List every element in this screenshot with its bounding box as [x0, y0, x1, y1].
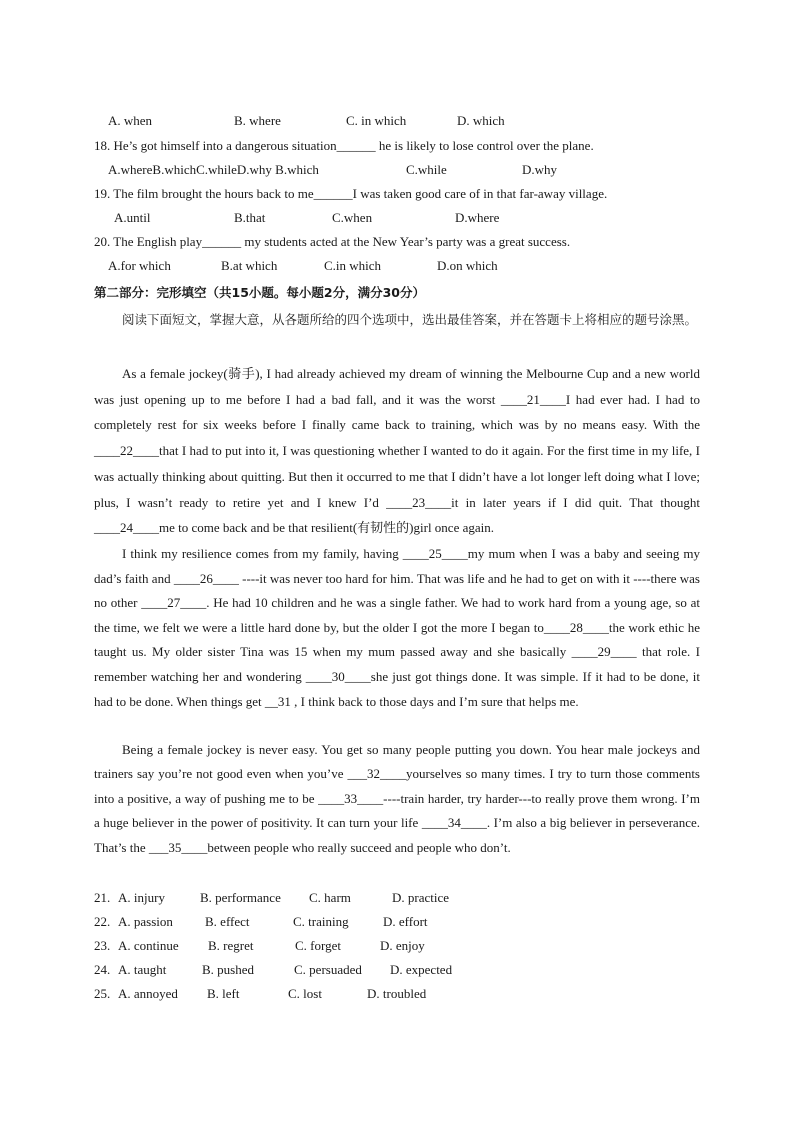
- option-b: B. where: [234, 113, 281, 128]
- option-b: B. pushed: [202, 962, 254, 977]
- section-heading: 第二部分：完形填空（共15小题。每小题2分，满分30分）: [94, 285, 425, 300]
- q19-stem: 19. The film brought the hours back to me______I was taken good care of in that far-away village.: [94, 186, 608, 201]
- option-b: B.that: [234, 210, 266, 225]
- option-b: B. left: [207, 986, 240, 1001]
- option-d: D. expected: [390, 962, 453, 977]
- option-b: B. effect: [205, 914, 250, 929]
- option-c: C. lost: [288, 986, 322, 1001]
- passage-paragraph-2: I think my resilience comes from my family, having ____25____my mum when I was a baby and seeing my dad’s faith and ____26____ ----it was never too hard for him. That was life and he had to get on with it ----there was no other ____27____. He had 10 children and he was a single father. We had to work hard from a young age, so at the time, we felt we were a little hard done by, but the older I got the more I began to____28____the work ethic he taught us. My older sister Tina was 15 when my mum passed away and she basically ____29____ that role. I remember watching her and wondering ____30____she just got things done. It was simple. If it had to be done, it had to be done. When things get __31 , I think back to those days and I’m sure that helps me.: [94, 546, 700, 709]
- option-c: C. in which: [346, 113, 407, 128]
- option-d: D.on which: [437, 258, 498, 273]
- exam-page: A. when B. where C. in which D. which 18. He’s got himself into a dangerous situation______ he is likely to lose control over the plane. A.whereB.whichC.whileD.why B.which C.while D.why 19. The film brought the hours back to me______I was taken good care of in that far-away village. A.until B.that C.when D.where 20. The English play______ my students acted at the New Year’s party was a great success. A.for which B.at which C.in which D.on which 第二部分：完形填空（共15小题。每小题2分，满分30分） 阅读下面短文，掌握大意，从各题所给的四个选项中，选出最佳答案，并在答题卡上将相应的题号涂黑。 As a female jockey(骑手), I had already achieved my dream of winning the Melbourne Cup and a new world was just opening up to me before I had a bad fall, and it was the worst ____21____I had ever had. I had to completely rest for six weeks before I finally came back to training, which was by no means easy. With the ____22____that I had to put into it, I was questioning whether I wanted to do it again. For the first time in my life, I was actually thinking about quitting. But then it occurred to me that I didn’t have a lot longer left doing what I love; plus, I wasn’t ready to retire yet and I knew I’d ____23____it in later years if I did quit. That thought ____24____me to come back and be that resilient(有韧性的)girl once again. I think my resilience comes from my family, having ____25____my mum when I was a baby and seeing my dad’s faith and ____26____ ----it was never too hard for him. That was life and he had to get on with it ----there was no other ____27____. He had 10 children and he was a single father. We had to work hard from a young age, so at the time, we felt we were a little hard done by, but the older I got the more I began to____28____the work ethic he taught us. My older sister Tina was 15 when my mum passed away and she basically ____29____ that role. I remember watching her and wondering ____30____she just got things done. It was simple. If it had to be done, it had to be done. When things get __31 , I think back to those days and I’m sure that helps me. Being a female jockey is never easy. You get so many people putting you down. You hear male jockeys and trainers say you’re not good even when you’ve ___32____yourselves so many times. I try to turn those comments into a positive, a way of pushing me to be ____33____----train harder, try harder---to really prove them wrong. I’m a huge believer in the power of positivity. It can turn your life ____34____. I’m also a big believer in perseverance. That’s the ___35____between people who really succeed and people who don’t. 21. A. injury B. performance C. harm D. practice 22. A. passion B. effect C. training D. effort 23. A. continue B. regret C. forget D. enjoy 24. A. taught B. pushed C. persuaded D. expected 25. A. annoyed B. left C. lost D. troubled: [94, 113, 700, 1001]
- option-d: D. which: [457, 113, 505, 128]
- option-d: D. troubled: [367, 986, 427, 1001]
- option-a: A. continue: [118, 938, 179, 953]
- option-b: B. regret: [208, 938, 254, 953]
- option-a: A.for which: [108, 258, 171, 273]
- option-c: C.when: [332, 210, 373, 225]
- option-b: B.at which: [221, 258, 278, 273]
- option-a: A. passion: [118, 914, 173, 929]
- option-d: D. practice: [392, 890, 450, 905]
- option-c: C. harm: [309, 890, 351, 905]
- instructions-text: 阅读下面短文，掌握大意，从各题所给的四个选项中，选出最佳答案，并在答题卡上将相应的题号涂黑。: [122, 312, 698, 327]
- option-a: A. when: [108, 113, 153, 128]
- option-c: C. training: [293, 914, 349, 929]
- passage-paragraph-3: Being a female jockey is never easy. You get so many people putting you down. You hear male jockeys and trainers say you’re not good even when you’ve ___32____yourselves so many times. I try to turn those comments into a positive, a way of pushing me to be ____33____----train harder, try harder---to really prove them wrong. I’m a huge believer in the power of positivity. It can turn your life ____34____. I’m also a big believer in perseverance. That’s the ___35____between people who really succeed and people who don’t.: [94, 742, 700, 855]
- option-c: C.while: [406, 162, 447, 177]
- option-d: D.why: [522, 162, 558, 177]
- option-c: C.in which: [324, 258, 382, 273]
- option-b: B. performance: [200, 890, 281, 905]
- option-d: D.where: [455, 210, 500, 225]
- option-d: D. effort: [383, 914, 428, 929]
- option-a: A. injury: [118, 890, 165, 905]
- option-a: A. annoyed: [118, 986, 178, 1001]
- option-d: D. enjoy: [380, 938, 425, 953]
- option-a: A.whereB.whichC.whileD.why B.which: [108, 162, 319, 177]
- passage-paragraph-1: As a female jockey(骑手), I had already achieved my dream of winning the Melbourne Cup and a new world was just opening up to me before I had a bad fall, and it was the worst ____21____I had ever had. I had to completely rest for six weeks before I finally came back to training, which was by no means easy. With the ____22____that I had to put into it, I was questioning whether I wanted to do it again. For the first time in my life, I was actually thinking about quitting. But then it occurred to me that I didn’t have a lot longer left doing what I love; plus, I wasn’t ready to retire yet and I knew I’d ____23____it in later years if I did quit. That thought ____24____me to come back and be that resilient(有韧性的)girl once again.: [94, 366, 700, 536]
- instructions: [94, 307, 700, 333]
- option-c: C. forget: [295, 938, 341, 953]
- q18-stem: 18. He’s got himself into a dangerous situation______ he is likely to lose control over the plane.: [94, 138, 594, 153]
- option-a: A. taught: [118, 962, 167, 977]
- option-a: A.until: [114, 210, 151, 225]
- option-c: C. persuaded: [294, 962, 362, 977]
- q20-stem: 20. The English play______ my students acted at the New Year’s party was a great success.: [94, 234, 571, 249]
